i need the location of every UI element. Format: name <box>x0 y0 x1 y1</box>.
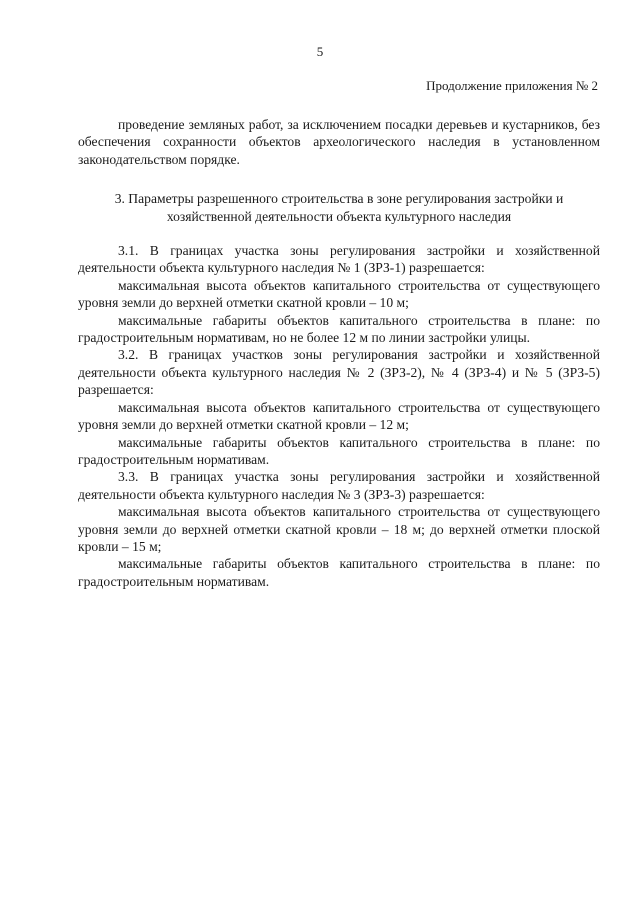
section-heading: 3. Параметры разрешенного строительства в зоне регулирования застройки и хозяйственной деятельности объекта культурного наследия <box>114 191 564 224</box>
paragraph-3-2: 3.2. В границах участков зоны регулирования застройки и хозяйственной деятельности объекта культурного наследия № 2 (ЗРЗ-2), № 4 (ЗРЗ-4) и № 5 (ЗРЗ-5) разрешается: <box>78 347 600 398</box>
page-number: 5 <box>316 44 324 59</box>
paragraph-3-3: 3.3. В границах участка зоны регулирования застройки и хозяйственной деятельности объекта культурного наследия № 3 (ЗРЗ-3) разрешается: <box>78 469 600 502</box>
paragraph-earthworks: проведение земляных работ, за исключением посадки деревьев и кустарников, без обеспечения сохранности объектов археологического наследия в установленном законодательством порядке. <box>78 117 600 167</box>
document-body <box>78 116 600 590</box>
paragraph-3-1-height: максимальная высота объектов капитального строительства от существующего уровня земли до верхней отметки скатной кровли – 10 м; <box>78 277 600 311</box>
paragraph-3-2-height: максимальная высота объектов капитального строительства от существующего уровня земли до верхней отметки скатной кровли – 12 м; <box>78 399 600 433</box>
paragraph-3-3-dimensions: максимальные габариты объектов капитального строительства в плане: по градостроительным нормативам. <box>78 556 600 589</box>
continuation-header: Продолжение приложения № 2 <box>426 78 598 93</box>
paragraph-3-1-dimensions: максимальные габариты объектов капитального строительства в плане: по градостроительным нормативам, но не более 12 м по линии застройки улицы. <box>78 312 600 346</box>
paragraph-3-2-dimensions: максимальные габариты объектов капитального строительства в плане: по градостроительным нормативам. <box>78 434 600 467</box>
spacer <box>78 225 600 242</box>
paragraph-3-1: 3.1. В границах участка зоны регулирования застройки и хозяйственной деятельности объекта культурного наследия № 1 (ЗРЗ-1) разрешается: <box>78 243 600 276</box>
paragraph-3-3-height: максимальная высота объектов капитального строительства от существующего уровня земли до верхней отметки скатной кровли – 18 м; до верхней отметки плоской кровли – 15 м; <box>78 504 600 554</box>
spacer <box>78 168 600 190</box>
